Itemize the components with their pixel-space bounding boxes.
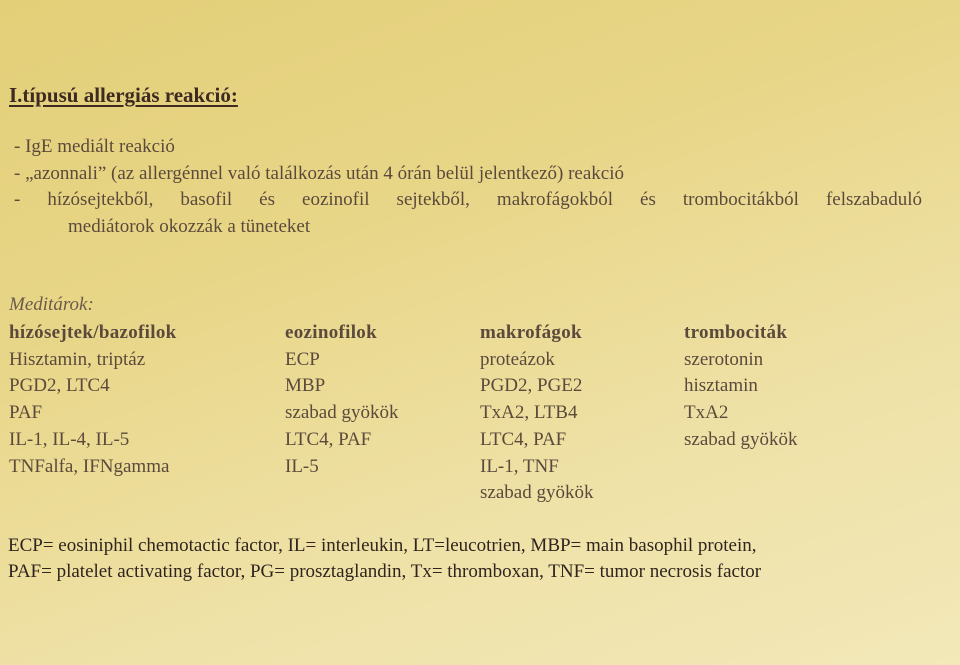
list-item: PGD2, PGE2 — [480, 375, 583, 397]
mediators-label: Meditárok: — [9, 294, 94, 315]
column-eosinophil — [285, 320, 398, 480]
list-item: IL-1, IL-4, IL-5 — [9, 428, 130, 450]
list-item: IL-1, TNF — [480, 455, 559, 477]
list-item: proteázok — [480, 348, 555, 370]
column-header: eozinofilok — [285, 322, 377, 343]
list-item: ECP — [285, 348, 320, 370]
footnote-line-1: ECP= eosiniphil chemotactic factor, IL= interleukin, LT=leucotrien, MBP= main basophil protein, — [8, 535, 757, 556]
bullet-immediate: - „azonnali” (az allergénnel való találkozás után 4 órán belül jelentkező) reakció — [14, 163, 624, 184]
column-platelet — [684, 320, 797, 454]
list-item: Hisztamin, triptáz — [9, 348, 146, 370]
list-item: IL-5 — [285, 455, 319, 477]
list-item: LTC4, PAF — [480, 428, 567, 450]
bullet-ige: - IgE mediált reakció — [14, 136, 175, 157]
list-item: MBP — [285, 375, 326, 397]
list-item: TxA2 — [684, 402, 729, 424]
list-item: TNFalfa, IFNgamma — [9, 455, 170, 477]
list-item: szerotonin — [684, 348, 764, 370]
bullet-sources: - hízósejtekből, basofil és eozinofil sejtekből, makrofágokból és trombocitákból felszabaduló — [14, 189, 922, 210]
column-macrophage — [480, 320, 593, 507]
footnote-line-2: PAF= platelet activating factor, PG= prosztaglandin, Tx= thromboxan, TNF= tumor necrosis factor — [8, 561, 762, 582]
list-item: TxA2, LTB4 — [480, 402, 578, 424]
column-mast-basophil — [9, 320, 177, 480]
list-item: PGD2, LTC4 — [9, 375, 110, 397]
column-header: trombociták — [684, 322, 788, 343]
column-header: makrofágok — [480, 322, 582, 343]
list-item: LTC4, PAF — [285, 428, 372, 450]
list-item: PAF — [9, 402, 43, 424]
list-item: szabad gyökök — [684, 428, 798, 450]
list-item: hisztamin — [684, 375, 758, 397]
bullet-sources-continued: mediátorok okozzák a tüneteket — [68, 216, 311, 237]
column-header: hízósejtek/bazofilok — [9, 322, 177, 343]
slide-title: I.típusú allergiás reakció: — [9, 83, 238, 107]
list-item: szabad gyökök — [285, 402, 399, 424]
list-item: szabad gyökök — [480, 482, 594, 504]
